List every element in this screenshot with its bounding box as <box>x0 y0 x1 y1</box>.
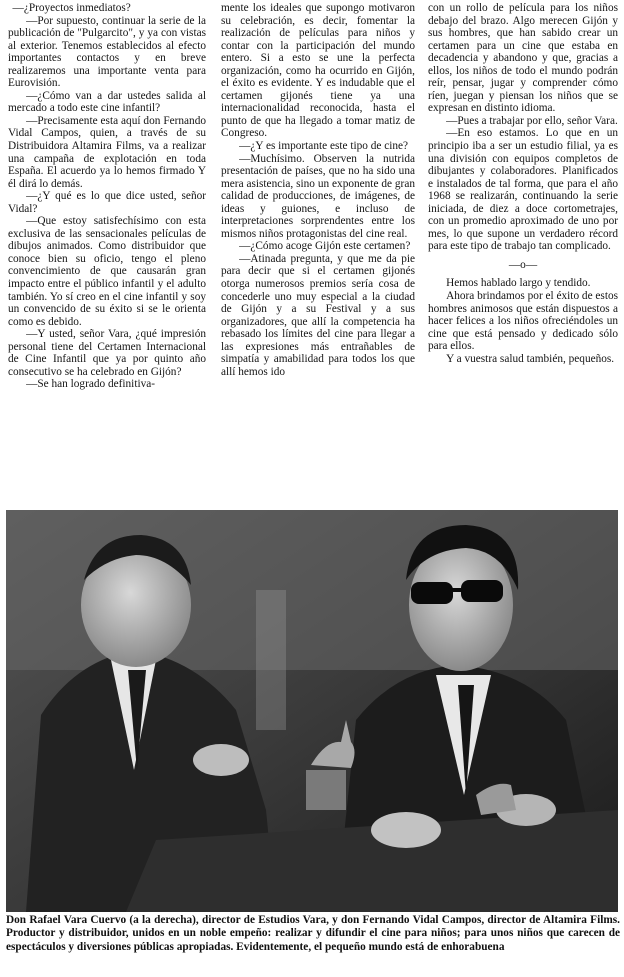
paragraph: Y a vuestra salud también, pequeños. <box>446 352 615 365</box>
paragraph: —Por supuesto, continuar la serie de la publicación de "Pulgarcito", y ya con vistas al exterior. Tenemos establecidos al efecto importantes contactos y en breve realizaremos una importante venta para Eurovisión. <box>8 14 206 90</box>
paragraph: —Atinada pregunta, y que me da pie para decir que si el certamen gijonés otorga numerosos premios sería cosa de concederle uno muy especial a la ciudad de Gijón y a su Festival y a sus organizadores, que allí la competencia ha rebasado los límites del cine para llegar a las expresiones más entrañables de simpatía y amabilidad para todos los que allí hemos ido <box>221 252 415 378</box>
news-photograph <box>6 510 618 912</box>
article-column-2 <box>221 2 415 378</box>
paragraph: —¿Cómo acoge Gijón este certamen? <box>239 240 411 253</box>
section-separator: —o— <box>508 258 538 271</box>
paragraph: —¿Y es importante este tipo de cine? <box>239 140 409 153</box>
photograph-illustration <box>6 510 618 912</box>
paragraph: —Y usted, señor Vara, ¿qué impresión personal tiene del Certamen Internacional de Cine Infantil que ya por quinto año consecutivo se ha celebrado en Gijón? <box>8 328 206 378</box>
paragraph: —Precisamente esta aquí don Fernando Vidal Campos, quien, a través de su Distribuidora Altamira Films, va a realizar una campaña de explotación en toda España. El acuerdo ya lo hemos firmado Y él dirá lo demás. <box>8 114 206 190</box>
paragraph: —Muchísimo. Observen la nutrida presentación de países, que no ha sido una mera asistencia, sino un exponente de gran calidad de producciones, de imágenes, de ideas y guiones, e incluso de interpretaciones sorprendentes entre los mismos niños protagonistas del cine real. <box>221 152 415 240</box>
article-column-3 <box>428 2 618 365</box>
paragraph: Hemos hablado largo y tendido. <box>446 277 591 290</box>
paragraph: mente los ideales que supongo motivaron su celebración, es decir, fomentar la realización de películas para niños y contar con la participación del mundo entero. Si a esto se une la perfecta organización, como ha ocurrido en Gijón, el éxito es evidente. Y es indudable que el certamen gijonés tiene ya una internacionalidad reconocida, hasta el punto de que ha llegado a tomar matiz de Congreso. <box>221 2 415 140</box>
paragraph: —Se han logrado definitiva- <box>26 378 156 391</box>
paragraph: —¿Proyectos inmediatos? <box>12 2 131 14</box>
paragraph: con un rollo de película para los niños debajo del brazo. Algo merecen Gijón y sus hombres, que han sabido crear un certamen para un cine que estaba en decadencia y abandono y que, gracias a ellos, los niños de todo el mundo podrán reír, pensar, jugar y comprender cómo ríen, juegan y piensan los niños que se expresan en distinto idioma. <box>428 2 618 115</box>
paragraph: —Pues a trabajar por ello, señor Vara. <box>446 114 618 127</box>
paragraph: —Que estoy satisfechísimo con esta exclusiva de las sensacionales películas de dibujos animados. Como distribuidor que conoce bien su oficio, tengo el pleno convencimiento de que causarán gran impacto entre el público infantil y el adulto también. Yo sí creo en el cine infantil y soy un convencido de su éxito si se le orienta como es debido. <box>8 215 206 328</box>
article-column-1 <box>8 2 206 391</box>
photo-caption: Don Rafael Vara Cuervo (a la derecha), director de Estudios Vara, y don Fernando Vidal Campos, director de Altamira Films. Productor y distribuidor, unidos en un noble empeño: realizar y difundir el cine para niños; para unos niños que carecen de espectáculos y diversiones públicas apropiadas. Evidentemente, el pequeño mundo está de enhorabuena <box>6 914 620 953</box>
paragraph: —En eso estamos. Lo que en un principio iba a ser un estudio filial, ya es una división con equipos completos de dibujantes y colaboradores. Planificados e instalados de tal forma, que para el año 1968 se realizarán, continuando la serie iniciada, de diez a doce cortometrajes, con un promedio aproximado de uno por mes, lo que supone un verdadero récord para este tipo de trabajo tan complicado. <box>428 127 618 253</box>
paragraph: —¿Y qué es lo que dice usted, señor Vidal? <box>8 190 206 215</box>
paragraph: —¿Cómo van a dar ustedes salida al mercado a todo este cine infantil? <box>8 89 206 115</box>
paragraph: Ahora brindamos por el éxito de estos hombres animosos que están dispuestos a hacer felices a los niños ofreciéndoles un cine que está pensado y dedicado sólo para ellos. <box>428 290 619 353</box>
